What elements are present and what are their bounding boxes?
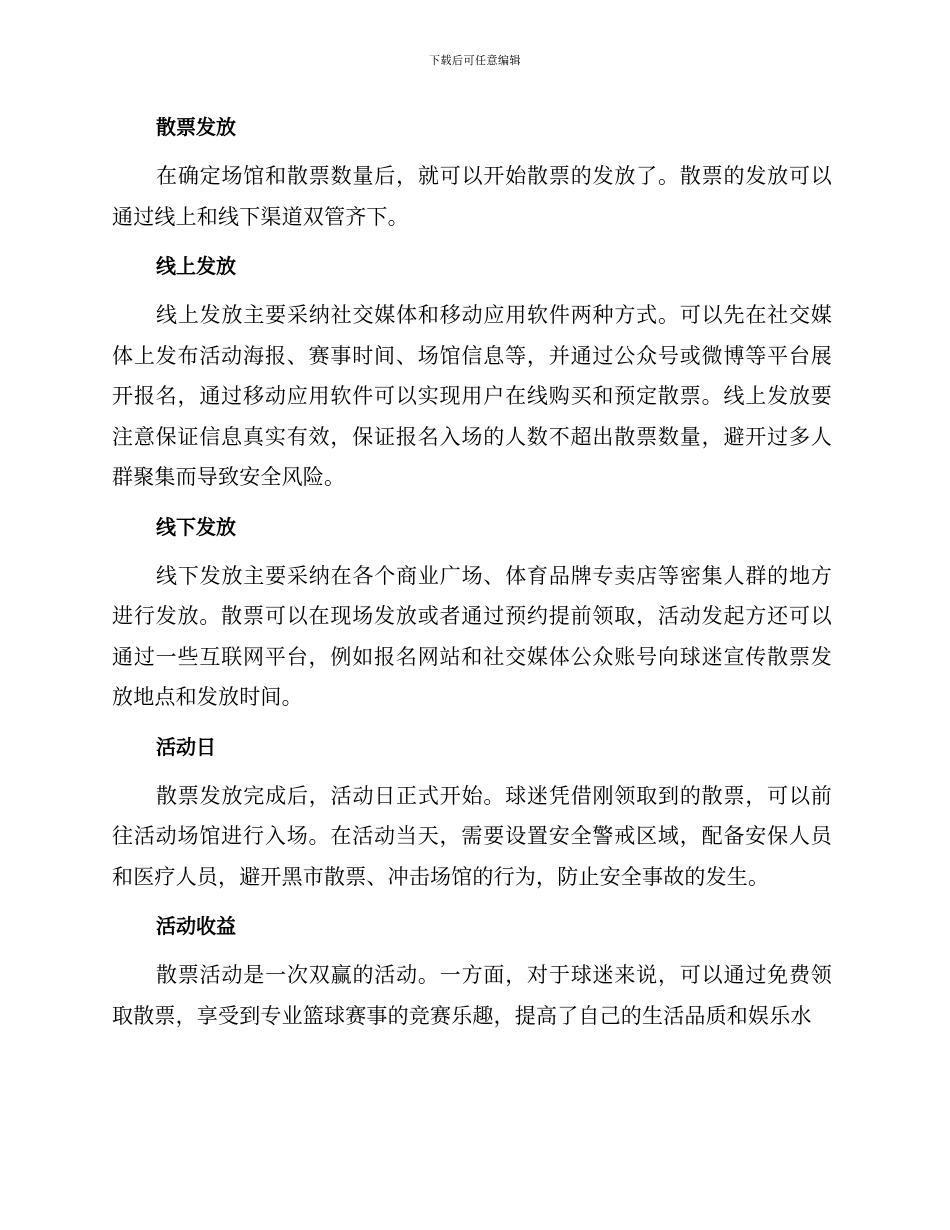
section-heading: 线下发放 [156,514,236,539]
section-paragraph: 在确定场馆和散票数量后，就可以开始散票的发放了。散票的发放可以通过线上和线下渠道双管齐下。 [112,164,832,229]
section-paragraph: 散票发放完成后，活动日正式开始。球迷凭借刚领取到的散票，可以前往活动场馆进行入场。在活动当天，需要设置安全警戒区域，配备安保人员和医疗人员，避开黑市散票、冲击场馆的行为，防止安全事故的发生。 [112,783,832,889]
page-header: 下载后可任意编辑 [429,54,521,67]
section-paragraph: 线上发放主要采纳社交媒体和移动应用软件两种方式。可以先在社交媒体上发布活动海报、赛事时间、场馆信息等，并通过公众号或微博等平台展开报名，通过移动应用软件可以实现用户在线购买和预定散票。线上发放要注意保证信息真实有效，保证报名入场的人数不超出散票数量，避开过多人群聚集而导致安全风险。 [112,303,832,489]
section-heading: 线上发放 [156,254,236,278]
document-body [112,106,832,1050]
section-paragraph: 散票活动是一次双赢的活动。一方面，对于球迷来说，可以通过免费领取散票，享受到专业篮球赛事的竞赛乐趣，提高了自己的生活品质和娱乐水 [112,963,832,1028]
section-paragraph: 线下发放主要采纳在各个商业广场、体育品牌专卖店等密集人群的地方进行发放。散票可以在现场发放或者通过预约提前领取，活动发起方还可以通过一些互联网平台，例如报名网站和社交媒体公众账号向球迷宣传散票发放地点和发放时间。 [112,563,832,709]
section-heading: 活动日 [156,734,216,759]
section-heading: 散票发放 [156,115,236,139]
section-heading: 活动收益 [156,914,236,938]
